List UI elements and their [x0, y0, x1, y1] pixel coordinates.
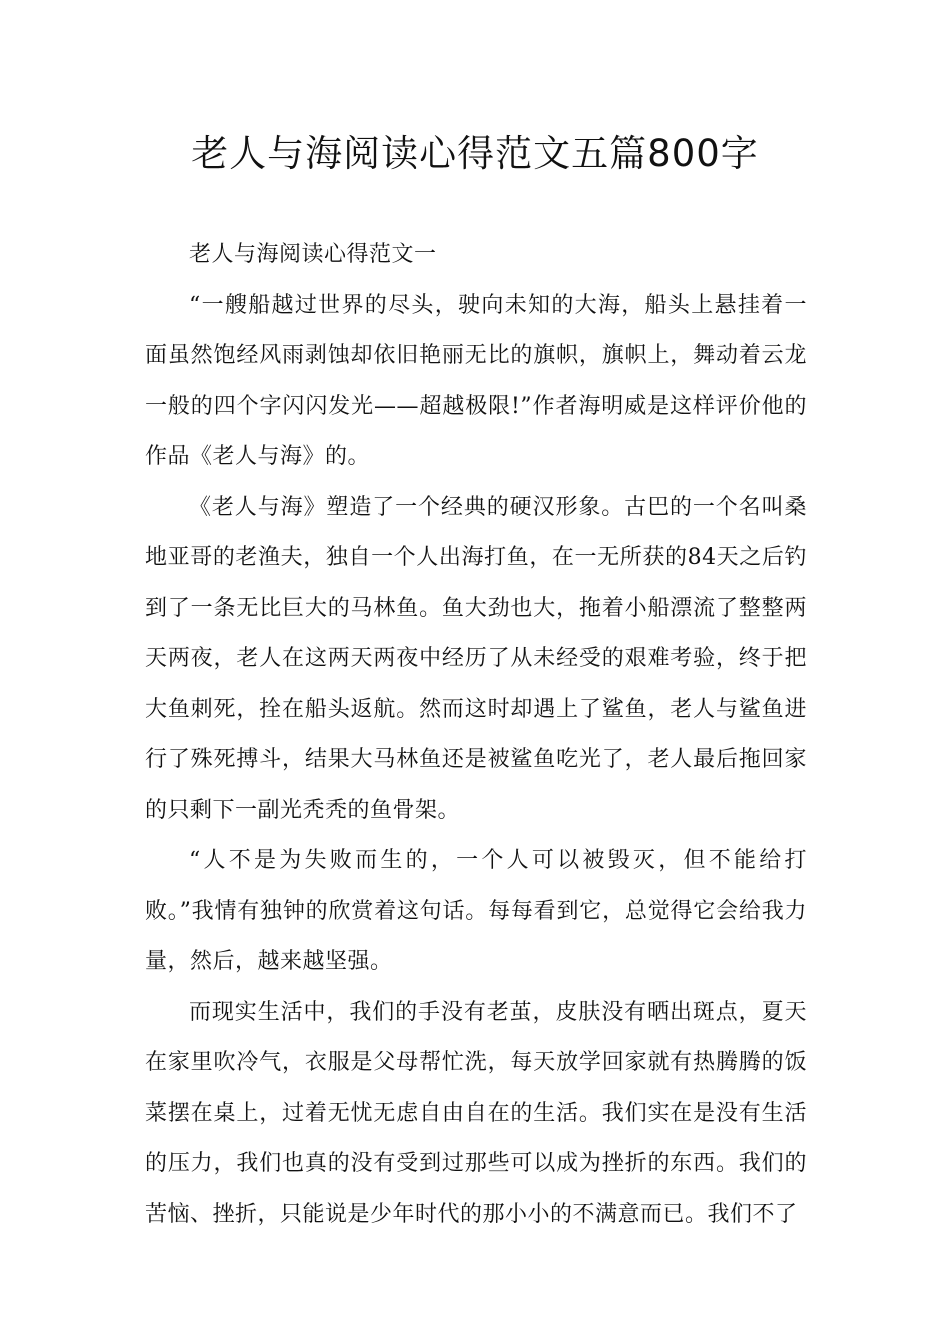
paragraph: 而现实生活中，我们的手没有老茧，皮肤没有晒出斑点，夏天在家里吹冷气，衣服是父母帮忙洗，每天放学回家就有热腾腾的饭菜摆在桌上，过着无忧无虑自由自在的生活。我们实在是没有生活的压力，我们也真的没有受到过那些可以成为挫折的东西。我们的苦恼、挫折，只能说是少年时代的那小小的不满意而已。我们不了	[145, 999, 807, 1227]
section-heading: 老人与海阅读心得范文一	[189, 242, 437, 267]
paragraph: “人不是为失败而生的，一个人可以被毁灭，但不能给打败。”我情有独钟的欣赏着这句话。每每看到它，总觉得它会给我力量，然后，越来越坚强。	[145, 848, 807, 974]
paragraph: “一艘船越过世界的尽头，驶向未知的大海，船头上悬挂着一面虽然饱经风雨剥蚀却依旧艳丽无比的旗帜，旗帜上，舞动着云龙一般的四个字闪闪发光——超越极限!”作者海明威是这样评价他的作品《老人与海》的。	[145, 292, 807, 469]
paragraph: 《老人与海》塑造了一个经典的硬汉形象。古巴的一个名叫桑地亚哥的老渔夫，独自一个人出海打鱼，在一无所获的84天之后钓到了一条无比巨大的马林鱼。鱼大劲也大，拖着小船漂流了整整两天两夜，老人在这两天两夜中经历了从未经受的艰难考验，终于把大鱼刺死，拴在船头返航。然而这时却遇上了鲨鱼，老人与鲨鱼进行了殊死搏斗，结果大马林鱼还是被鲨鱼吃光了，老人最后拖回家的只剩下一副光秃秃的鱼骨架。	[145, 494, 807, 823]
document-body	[145, 230, 807, 1240]
document-title: 老人与海阅读心得范文五篇800字	[191, 132, 759, 175]
